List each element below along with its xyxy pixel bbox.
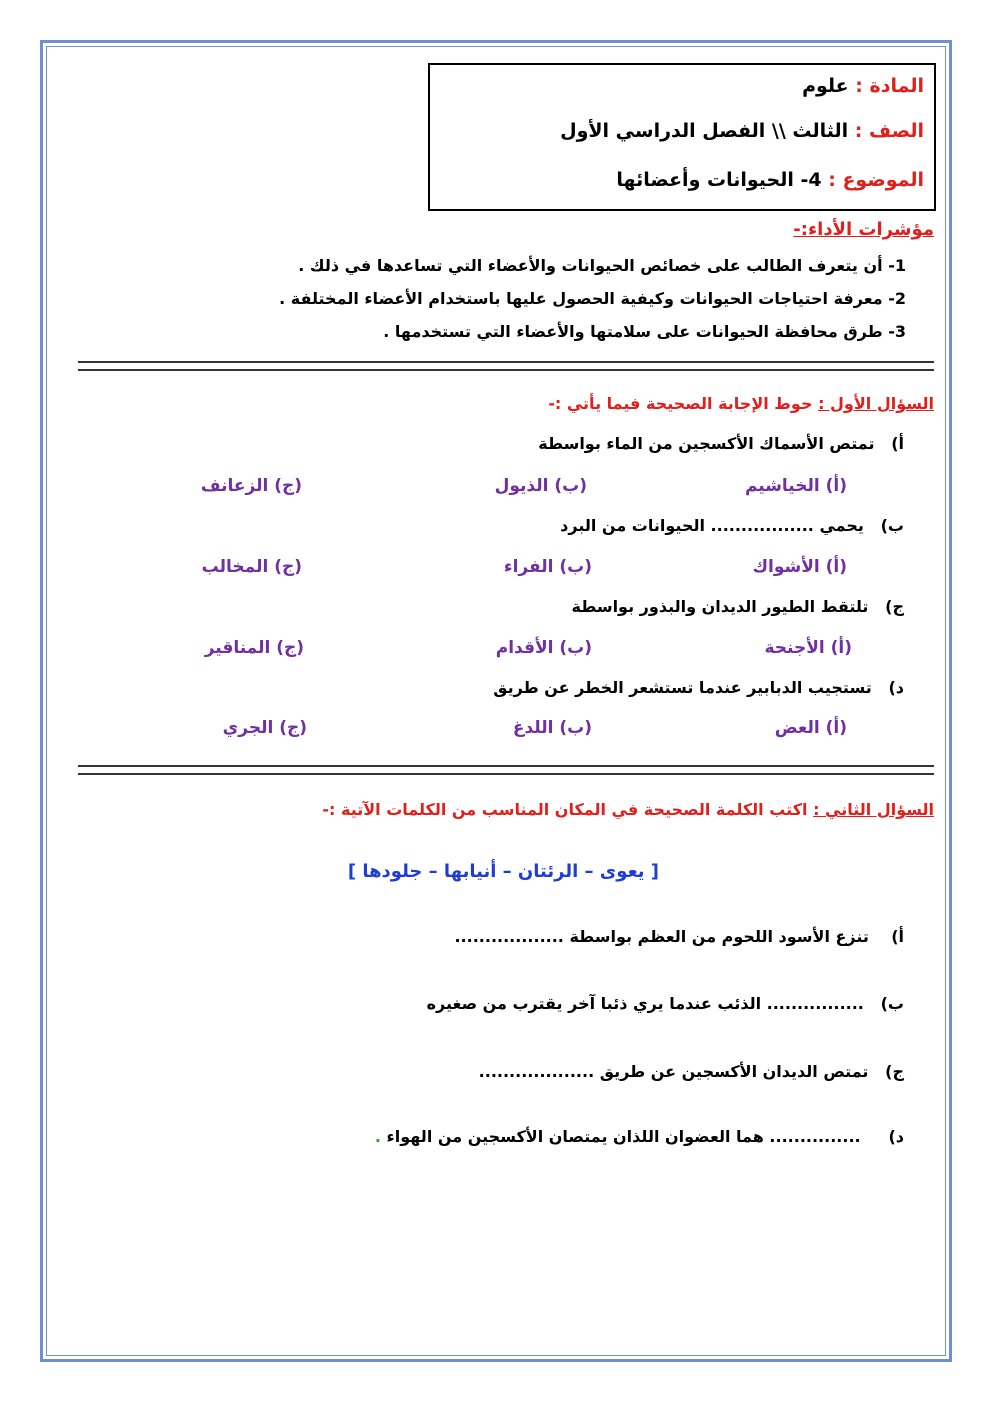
question-text: تلتقط الطيور الديدان والبذور بواسطة	[571, 597, 869, 616]
q2-heading	[322, 800, 934, 819]
subject-line	[802, 75, 924, 97]
option-c[interactable]: (ج) المخالب	[201, 557, 302, 577]
grade-label: الصف :	[854, 120, 924, 142]
separator-line	[78, 765, 934, 775]
q1-question-b	[560, 516, 904, 535]
sentence-text: ............... هما العضوان اللذان يمتصان الأكسجين من الهواء	[386, 1127, 861, 1146]
sentence-text: تنزع الأسود اللحوم من العظم بواسطة ..................	[454, 927, 869, 946]
q1-question-c	[572, 597, 904, 616]
sentence-letter: ب)	[880, 994, 904, 1013]
option-b[interactable]: (ب) الذيول	[494, 476, 587, 496]
sentence-letter: ج)	[885, 1062, 904, 1081]
sentence-end: .	[374, 1127, 381, 1146]
question-text: يحمي ................. الحيوانات من البرد	[560, 516, 864, 535]
q2-instruction: اكتب الكلمة الصحيحة في المكان المناسب من الكلمات الآتية :-	[322, 800, 808, 819]
q2-label: السؤال الثاني :	[813, 800, 934, 819]
q2-sentence-b	[427, 994, 904, 1013]
header-box	[428, 63, 936, 211]
indicator-item: 1- أن يتعرف الطالب على خصائص الحيوانات والأعضاء التي تساعدها في ذلك .	[298, 256, 906, 275]
indicators-title: مؤشرات الأداء:-	[793, 219, 934, 240]
word-bank: [ يعوى – الرئتان – أنيابها – جلودها ]	[347, 861, 659, 882]
question-letter: د)	[888, 678, 904, 697]
q2-sentence-d	[375, 1127, 904, 1146]
sentence-letter: أ)	[891, 927, 904, 946]
question-letter: ج)	[885, 597, 904, 616]
topic-label: الموضوع :	[828, 169, 924, 191]
q1-instruction: حوط الإجابة الصحيحة فيما يأتي :-	[548, 394, 813, 413]
q1-question-a	[538, 434, 904, 453]
question-letter: ب)	[880, 516, 904, 535]
q1-heading	[548, 394, 934, 413]
indicator-item: 3- طرق محافظة الحيوانات على سلامتها والأعضاء التي تستخدمها .	[383, 322, 906, 341]
separator-line	[78, 361, 934, 371]
sentence-letter: د)	[888, 1127, 904, 1146]
option-a[interactable]: (أ) العض	[774, 718, 847, 738]
option-b[interactable]: (ب) اللدغ	[512, 718, 592, 738]
option-c[interactable]: (ج) الزعانف	[200, 476, 302, 496]
sentence-text: ................ الذئب عندما يري ذئبا آخر يقترب من صغيره	[426, 994, 864, 1013]
option-b[interactable]: (ب) الأقدام	[495, 638, 592, 658]
q1-label: السؤال الأول :	[818, 394, 934, 413]
subject-label: المادة :	[855, 75, 924, 97]
option-a[interactable]: (أ) الخياشيم	[744, 476, 847, 496]
question-text: تمتص الأسماك الأكسجين من الماء بواسطة	[538, 434, 875, 453]
option-a[interactable]: (أ) الأشواك	[752, 557, 847, 577]
sentence-text: تمتص الديدان الأكسجين عن طريق ...................	[478, 1062, 869, 1081]
topic-value: 4- الحيوانات وأعضائها	[616, 169, 822, 191]
grade-value: الثالث \\ الفصل الدراسي الأول	[560, 120, 849, 142]
option-c[interactable]: (ج) الجري	[222, 718, 307, 738]
indicator-item: 2- معرفة احتياجات الحيوانات وكيفية الحصول عليها باستخدام الأعضاء المختلفة .	[279, 289, 906, 308]
option-a[interactable]: (أ) الأجنحة	[764, 638, 852, 658]
option-b[interactable]: (ب) الفراء	[503, 557, 592, 577]
grade-line	[560, 120, 924, 142]
topic-line	[616, 169, 924, 191]
q2-sentence-a	[454, 927, 904, 946]
question-text: تستجيب الدبابير عندما تستشعر الخطر عن طريق	[493, 678, 872, 697]
subject-value: علوم	[802, 75, 849, 97]
q1-question-d	[493, 678, 904, 697]
q2-sentence-c	[479, 1062, 904, 1081]
option-c[interactable]: (ج) المناقير	[204, 638, 304, 658]
question-letter: أ)	[891, 434, 904, 453]
